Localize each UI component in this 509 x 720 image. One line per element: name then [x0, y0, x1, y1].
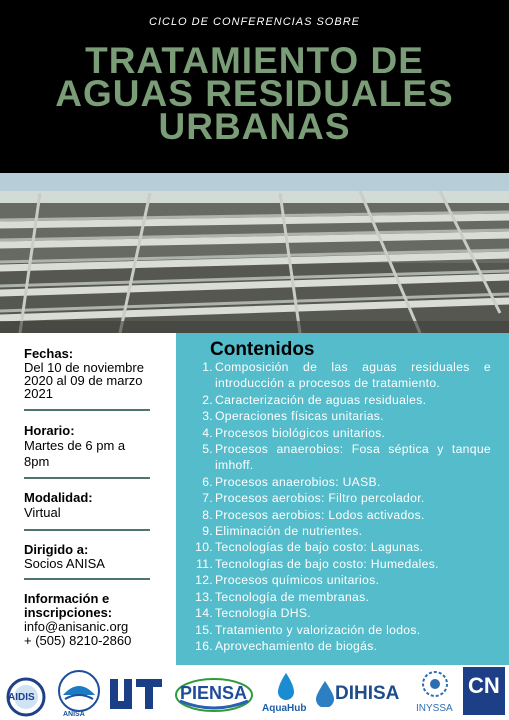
topic-text: Caracterización de aguas residuales. — [215, 392, 427, 407]
topic-text: Tecnologías de bajo costo: Lagunas. — [215, 540, 424, 555]
piensa-logo-text: PIENSA — [180, 683, 248, 703]
horario-line-2: 8pm — [24, 454, 50, 469]
fechas-line-1: Del 10 de noviembre — [24, 360, 144, 375]
event-series-subtitle: CICLO DE CONFERENCIAS SOBRE — [149, 16, 360, 28]
dirigido-label: Dirigido a: — [24, 542, 89, 557]
topic-item — [186, 507, 491, 523]
topic-text: Procesos anaerobios: Fosa séptica y tanque imhoff. — [215, 442, 491, 473]
topic-text: Eliminación de nutrientes. — [215, 524, 363, 539]
topic-item — [186, 622, 491, 638]
topic-text: Procesos anaerobios: UASB. — [215, 474, 381, 489]
fechas-line-2: 2020 al 09 de marzo — [24, 373, 143, 388]
topic-number: 2. — [202, 392, 213, 407]
topic-number: 12. — [195, 573, 213, 588]
sponsor-logos — [0, 665, 509, 720]
title-line-1: TRATAMIENTO DE — [85, 40, 424, 81]
topic-number: 1. — [202, 360, 213, 374]
topic-item — [186, 539, 491, 555]
topic-number: 8. — [202, 507, 213, 522]
dihisa-logo-text: DIHISA — [335, 683, 400, 704]
topic-item — [186, 605, 491, 621]
divider — [24, 578, 150, 580]
aquahub-logo-text: AquaHub — [262, 703, 307, 714]
topic-item — [186, 474, 491, 490]
pipes-illustration — [0, 173, 509, 333]
topic-number: 15. — [195, 622, 213, 637]
horario-line-1: Martes de 6 pm a — [24, 438, 126, 453]
topic-text: Composición de las aguas residuales e introducción a procesos de tratamiento. — [215, 360, 491, 391]
aidis-logo-text: AIDIS — [8, 692, 35, 703]
topic-item — [186, 523, 491, 539]
topic-text: Procesos aerobios: Lodos activados. — [215, 507, 425, 522]
topic-text: Tecnología de membranas. — [215, 589, 370, 604]
dirigido-value: Socios ANISA — [24, 556, 105, 571]
topic-item — [186, 589, 491, 605]
topic-number: 9. — [202, 524, 213, 539]
topic-number: 13. — [195, 589, 213, 604]
topic-item — [186, 638, 491, 654]
modalidad-value: Virtual — [24, 505, 61, 520]
event-title — [0, 40, 509, 147]
contact-email[interactable]: info@anisanic.org — [24, 619, 129, 634]
topic-number: 10. — [195, 540, 213, 555]
cn-logo-box — [463, 667, 505, 715]
topic-item — [186, 490, 491, 506]
topic-text: Operaciones físicas unitarias. — [215, 409, 384, 424]
modalidad-label: Modalidad: — [24, 490, 93, 505]
info-column — [0, 333, 176, 665]
inyssa-logo-icon — [420, 669, 450, 699]
uni-logo-icon — [108, 675, 164, 715]
contacto-label-line-2: inscripciones: — [24, 605, 113, 620]
topic-item — [186, 441, 491, 474]
inyssa-logo-text: INYSSA — [416, 703, 453, 714]
contents-title: Contenidos — [210, 339, 315, 360]
divider — [24, 529, 150, 531]
horario-label: Horario: — [24, 423, 75, 438]
topic-number: 3. — [202, 409, 213, 424]
fechas-label: Fechas: — [24, 346, 74, 361]
topic-text: Procesos aerobios: Filtro percolador. — [215, 491, 425, 506]
topic-number: 5. — [202, 442, 213, 457]
divider — [24, 477, 150, 479]
anisa-logo-icon — [55, 669, 103, 713]
topic-number: 14. — [195, 606, 213, 621]
cn-logo-text: CN — [468, 673, 500, 698]
topic-text: Tratamiento y valorización de lodos. — [215, 622, 421, 637]
topic-item — [186, 392, 491, 408]
dihisa-drop-icon — [314, 679, 336, 707]
topic-item — [186, 408, 491, 424]
topic-text: Tecnología DHS. — [215, 606, 311, 621]
topic-item — [186, 556, 491, 572]
title-line-3: URBANAS — [158, 106, 351, 147]
divider — [24, 409, 150, 411]
contents-panel — [176, 333, 509, 665]
header-banner — [0, 0, 509, 173]
topic-text: Procesos biológicos unitarios. — [215, 425, 386, 440]
topic-list — [186, 359, 491, 654]
topic-number: 6. — [202, 474, 213, 489]
topic-number: 7. — [202, 491, 213, 506]
topic-text: Procesos químicos unitarios. — [215, 573, 380, 588]
topic-text: Aprovechamiento de biogás. — [215, 638, 378, 653]
topic-item — [186, 359, 491, 392]
topic-number: 11. — [196, 556, 213, 571]
contacto-label-line-1: Información e — [24, 591, 110, 606]
topic-item — [186, 425, 491, 441]
topic-text: Tecnologías de bajo costo: Humedales. — [215, 556, 439, 571]
contact-phone[interactable]: + (505) 8210-2860 — [24, 633, 132, 648]
topic-number: 16. — [195, 638, 213, 653]
treatment-plant-photo — [0, 173, 509, 333]
title-line-2: AGUAS RESIDUALES — [55, 73, 454, 114]
anisa-logo-text: ANISA — [63, 711, 85, 718]
aquahub-drop-icon — [274, 671, 298, 701]
topic-item — [186, 572, 491, 588]
fechas-line-3: 2021 — [24, 386, 53, 401]
topic-number: 4. — [202, 425, 213, 440]
